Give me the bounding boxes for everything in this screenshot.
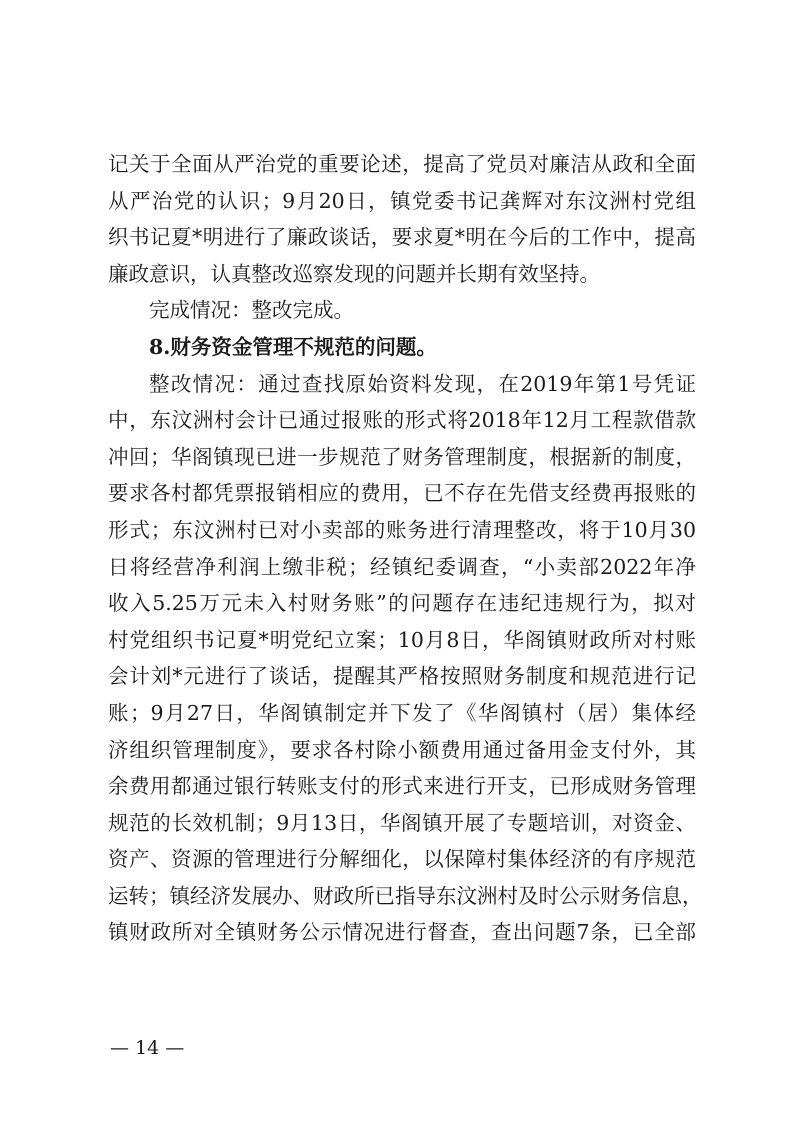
text-line: 余费用都通过银行转账支付的形式来进行开支，已形成财务管理 xyxy=(108,774,696,799)
text-line: 完成情况：整改完成。 xyxy=(149,298,354,323)
paragraph-completion-status xyxy=(108,292,696,329)
text-line: 廉政意识，认真整改巡察发现的问题并长期有效坚持。 xyxy=(108,261,600,286)
text-line: 账；9月27日，华阁镇制定并下发了《华阁镇村（居）集体经 xyxy=(108,700,696,725)
text-line: 记关于全面从严治党的重要论述，提高了党员对廉洁从政和全面 xyxy=(108,152,696,176)
text-line: 会计刘*元进行了谈话，提醒其严格按照财务制度和规范进行记 xyxy=(108,664,696,689)
text-line: 收入5.25万元未入村财务账”的问题存在违纪违规行为，拟对 xyxy=(108,591,696,616)
text-line: 从严治党的认识；9月20日，镇党委书记龚辉对东汶洲村党组 xyxy=(108,188,696,213)
text-line: 日将经营净利润上缴非税；经镇纪委调查，“小卖部2022年净 xyxy=(108,554,696,579)
text-line: 规范的长效机制；9月13日，华阁镇开展了专题培训，对资金、 xyxy=(108,810,696,835)
heading-text: 8.财务资金管理不规范的问题。 xyxy=(149,334,437,359)
text-line: 运转；镇经济发展办、财政所已指导东汶洲村及时公示财务信息， xyxy=(108,883,703,908)
text-line: 要求各村都凭票报销相应的费用，已不存在先借支经费再报账的 xyxy=(108,481,696,506)
document-body xyxy=(108,146,703,951)
page-number: — 14 — xyxy=(110,1037,185,1059)
text-line: 整改情况：通过查找原始资料发现，在2019年第1号凭证 xyxy=(149,371,696,396)
text-line: 镇财政所对全镇财务公示情况进行督查，查出问题7条，已全部 xyxy=(108,920,696,945)
paragraph-1 xyxy=(108,146,696,292)
text-line: 冲回；华阁镇现已进一步规范了财务管理制度，根据新的制度， xyxy=(108,444,696,469)
text-line: 形式；东汶洲村已对小卖部的账务进行清理整改，将于10月30 xyxy=(108,517,696,542)
text-line: 中，东汶洲村会计已通过报账的形式将2018年12月工程款借款 xyxy=(108,408,696,433)
text-line: 村党组织书记夏*明党纪立案；10月8日，华阁镇财政所对村账 xyxy=(108,627,696,652)
text-line: 织书记夏*明进行了廉政谈话，要求夏*明在今后的工作中，提高 xyxy=(108,225,696,250)
paragraph-rectification xyxy=(108,366,703,952)
section-heading xyxy=(108,329,696,366)
text-line: 济组织管理制度》，要求各村除小额费用通过备用金支付外，其 xyxy=(108,737,696,762)
text-line: 资产、资源的管理进行分解细化，以保障村集体经济的有序规范 xyxy=(108,847,696,872)
